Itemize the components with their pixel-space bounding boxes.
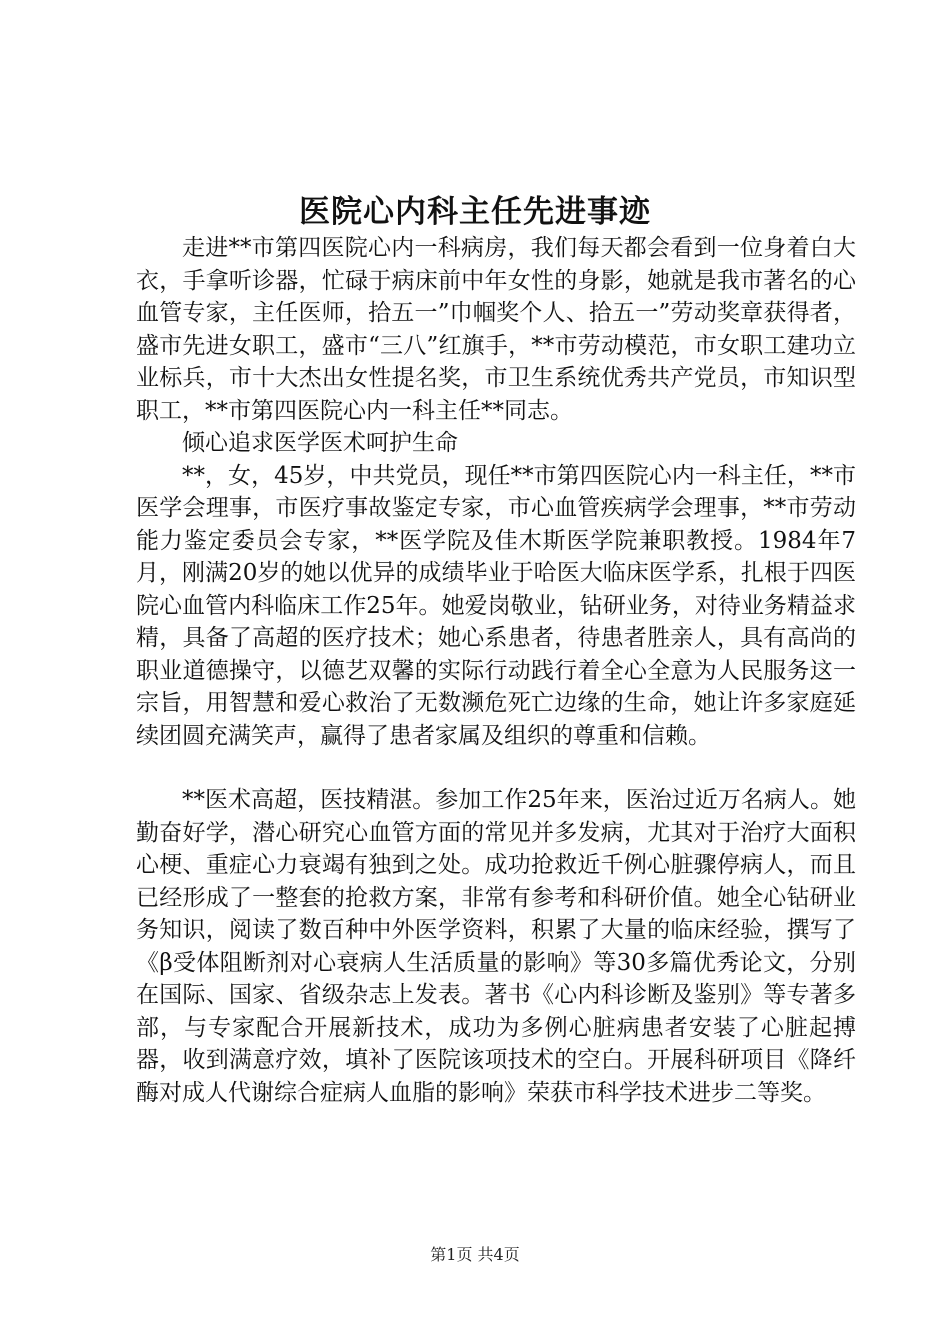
achievements-paragraph: **医术高超，医技精湛。参加工作25年来，医治过近万名病人。她勤奋好学，潜心研究心血管方面的常见并多发病，尤其对于治疗大面积心梗、重症心力衰竭有独到之处。成功抢救近千例心脏骤停病人，而且已经形成了一整套的抢救方案，非常有参考和科研价值。她全心钻研业务知识，阅读了数百种中外医学资料，积累了大量的临床经验，撰写了《β受体阻断剂对心衰病人生活质量的影响》等30多篇优秀论文，分别在国际、国家、省级杂志上发表。著书《心内科诊断及鉴别》等专著多部，与专家配合开展新技术，成功为多例心脏病患者安装了心脏起搏器，收到满意疗效，填补了医院该项技术的空白。开展科研项目《降纤酶对成人代谢综合症病人血脂的影响》荣获市科学技术进步二等奖。 [136, 787, 856, 1106]
page-footer: 第1页 共4页 [430, 1245, 520, 1264]
profile-paragraph: **，女，45岁，中共党员，现任**市第四医院心内一科主任，**市医学会理事，市医疗事故鉴定专家，市心血管疾病学会理事，**市劳动能力鉴定委员会专家，**医学院及佳木斯医学院兼职教授。1984年7月，刚满20岁的她以优异的成绩毕业于哈医大临床医学系，扎根于四医院心血管内科临床工作25年。她爱岗敬业，钻研业务，对待业务精益求精，具备了高超的医疗技术；她心系患者，待患者胜亲人，具有高尚的职业道德操守，以德艺双馨的实际行动践行着全心全意为人民服务这一宗旨，用智慧和爱心救治了无数濒危死亡边缘的生命，她让许多家庭延续团圆充满笑声，赢得了患者家属及组织的尊重和信赖。 [136, 462, 856, 749]
intro-paragraph: 走进**市第四医院心内一科病房，我们每天都会看到一位身着白大衣，手拿听诊器，忙碌于病床前中年女性的身影，她就是我市著名的心血管专家，主任医师，拾五一”巾帼奖个人、拾五一”劳动奖章获得者，盛市先进女职工，盛市“三八”红旗手，**市劳动模范，市女职工建功立业标兵，市十大杰出女性提名奖，市卫生系统优秀共产党员，市知识型职工，**市第四医院心内一科主任**同志。 [136, 235, 856, 424]
section-heading: 倾心追求医学医术呵护生命 [182, 430, 458, 456]
document-body [136, 232, 856, 1109]
document-title: 医院心内科主任先进事迹 [299, 194, 651, 230]
paragraph-gap [136, 752, 856, 784]
